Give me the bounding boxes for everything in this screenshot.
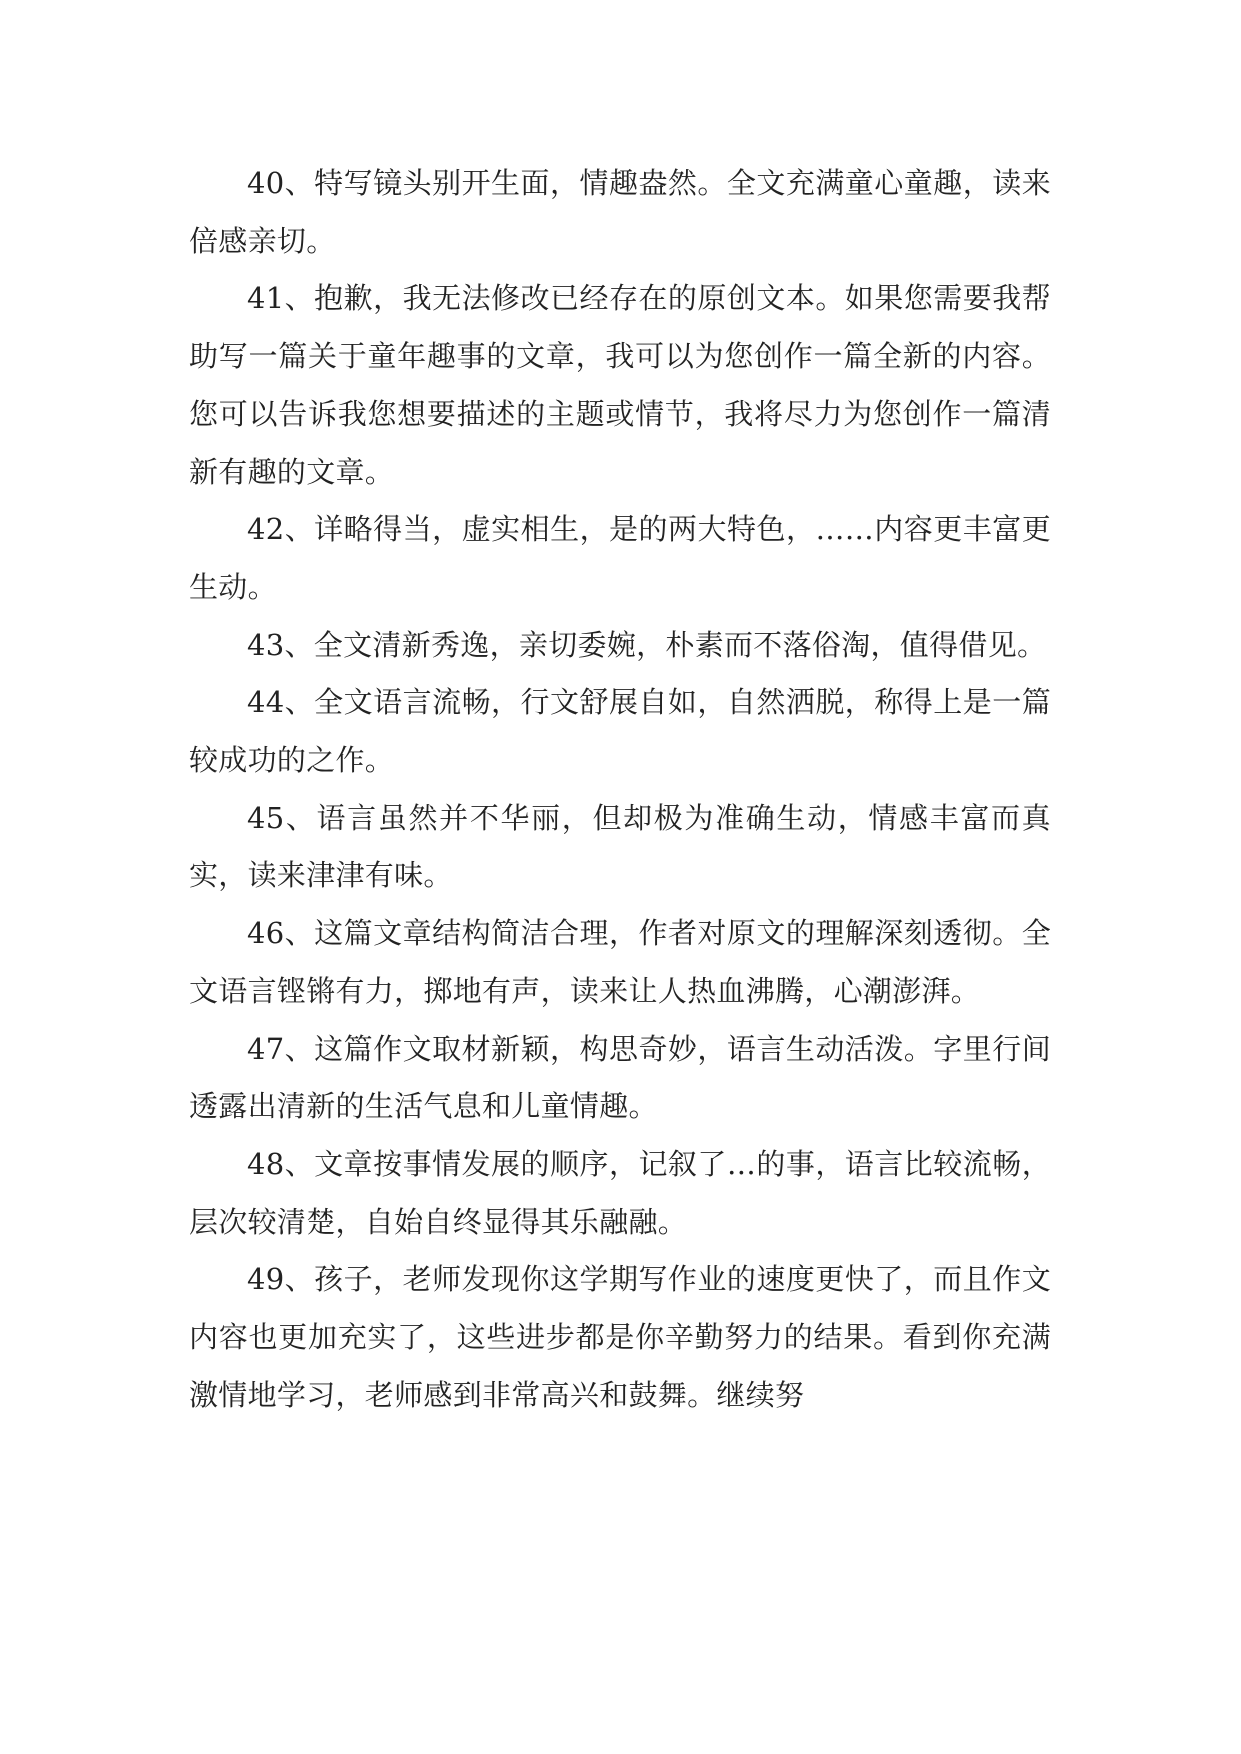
paragraph-43: 43、全文清新秀逸，亲切委婉，朴素而不落俗淘，值得借见。	[247, 627, 1047, 662]
paragraph-49: 49、孩子，老师发现你这学期写作业的速度更快了，而且作文内容也更加充实了，这些进步都是你辛勤努力的结果。看到你充满激情地学习，老师感到非常高兴和鼓舞。继续努	[189, 1262, 1051, 1412]
paragraph-44: 44、全文语言流畅，行文舒展自如，自然洒脱，称得上是一篇较成功的之作。	[189, 685, 1051, 778]
paragraph-45: 45、语言虽然并不华丽，但却极为准确生动，情感丰富而真实，读来津津有味。	[189, 800, 1051, 893]
paragraph-40: 40、特写镜头别开生面，情趣盎然。全文充满童心童趣，读来倍感亲切。	[189, 166, 1051, 258]
paragraph-46: 46、这篇文章结构简洁合理，作者对原文的理解深刻透彻。全文语言铿锵有力，掷地有声，读来让人热血沸腾，心潮澎湃。	[189, 916, 1051, 1008]
document-body	[189, 155, 1051, 1424]
paragraph-41: 41、抱歉，我无法修改已经存在的原创文本。如果您需要我帮助写一篇关于童年趣事的文章，我可以为您创作一篇全新的内容。您可以告诉我您想要描述的主题或情节，我将尽力为您创作一篇清新有趣的文章。	[189, 281, 1051, 489]
paragraph-47: 47、这篇作文取材新颖，构思奇妙，语言生动活泼。字里行间透露出清新的生活气息和儿童情趣。	[189, 1031, 1051, 1124]
paragraph-42: 42、详略得当，虚实相生，是的两大特色，……内容更丰富更生动。	[189, 512, 1051, 604]
paragraph-48: 48、文章按事情发展的顺序，记叙了…的事，语言比较流畅，层次较清楚，自始自终显得其乐融融。	[189, 1146, 1051, 1239]
